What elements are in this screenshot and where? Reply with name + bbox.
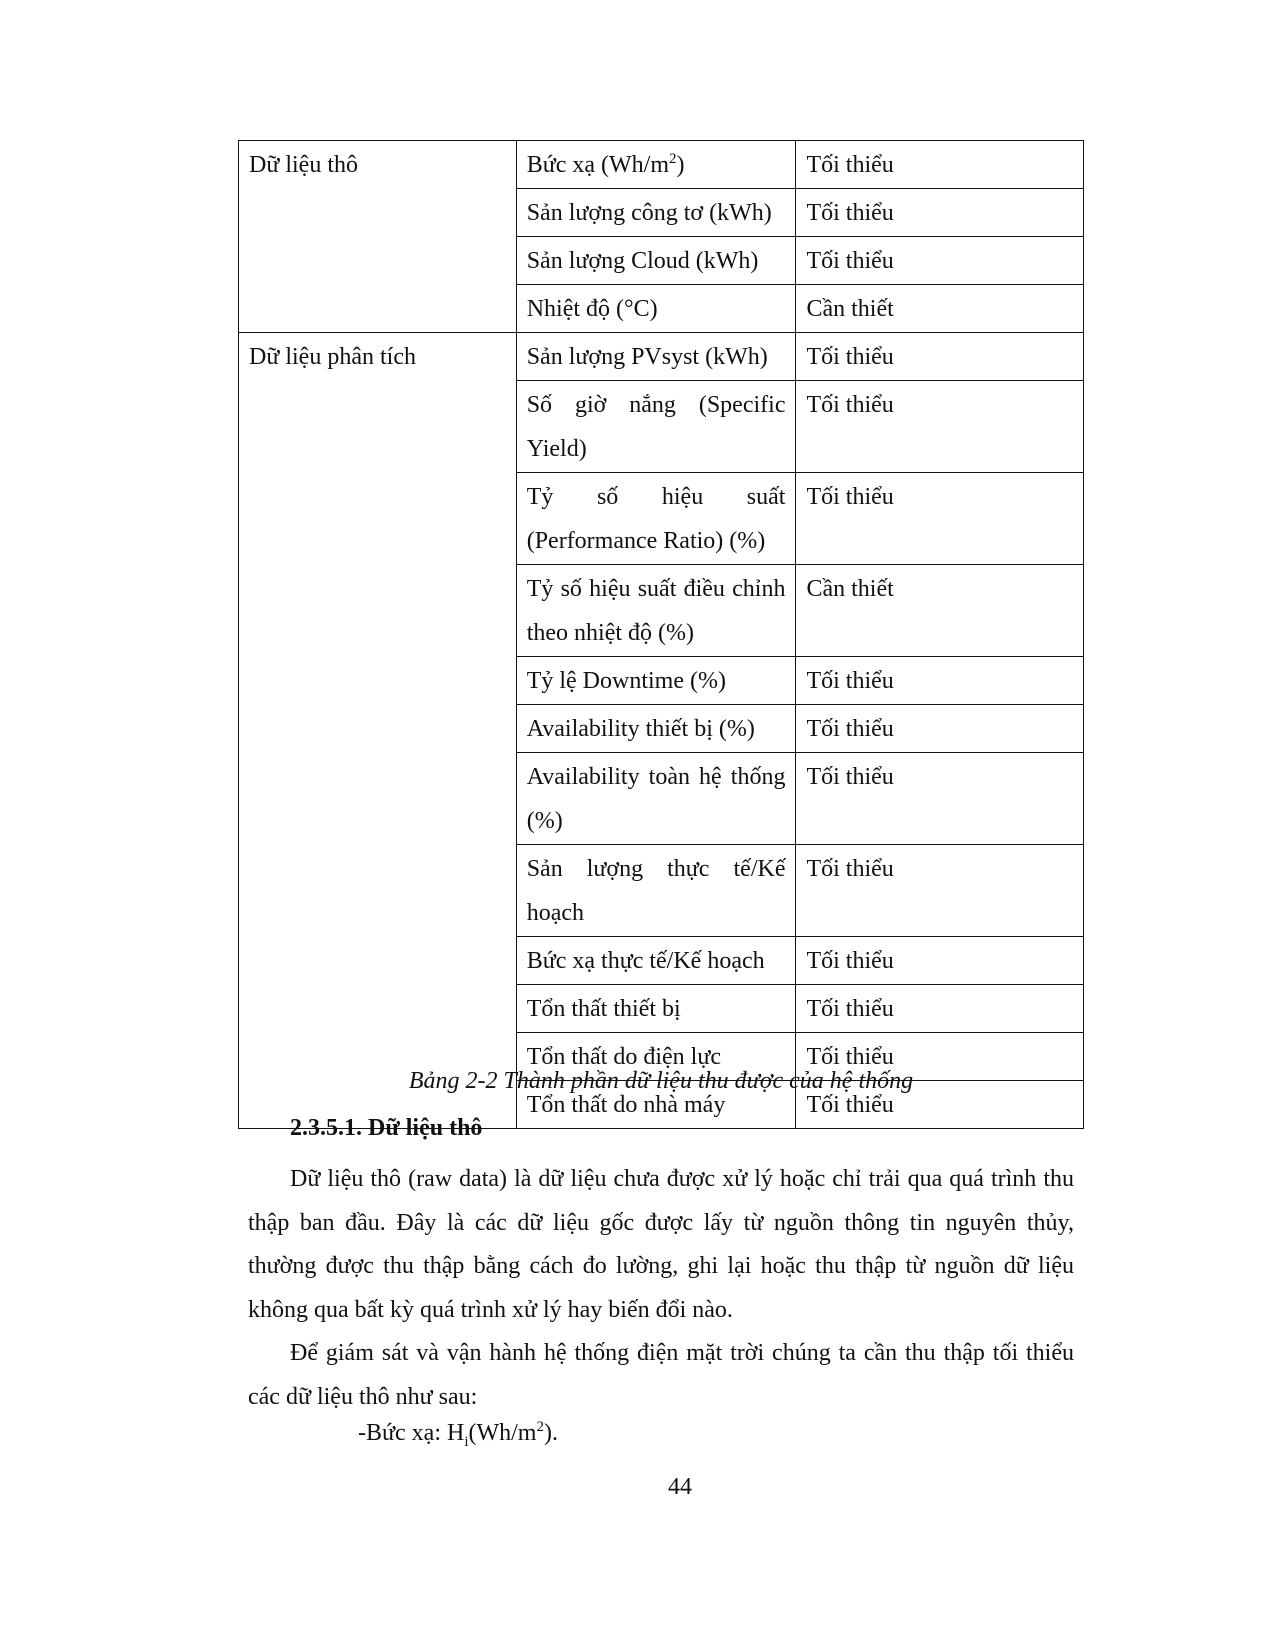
item-cell: Tổn thất do nhà máy <box>516 1081 796 1129</box>
item-cell: Sản lượng Cloud (kWh) <box>516 237 796 285</box>
level-cell: Tối thiểu <box>796 753 1084 845</box>
group-label-raw: Dữ liệu thô <box>239 141 517 333</box>
item-cell: Số giờ nắng (Specific Yield) <box>516 381 796 473</box>
level-cell: Tối thiểu <box>796 189 1084 237</box>
paragraph: Để giám sát và vận hành hệ thống điện mặt trời chúng ta cần thu thập tối thiểu các dữ liệu thô như sau: <box>248 1340 1074 1410</box>
group-label-analysis: Dữ liệu phân tích <box>239 333 517 1129</box>
item-cell: Tổn thất thiết bị <box>516 985 796 1033</box>
level-cell: Tối thiểu <box>796 1033 1084 1081</box>
item-cell: Tỷ số hiệu suất điều chỉnh theo nhiệt độ (%) <box>516 565 796 657</box>
level-cell: Tối thiểu <box>796 381 1084 473</box>
item-cell: Sản lượng công tơ (kWh) <box>516 189 796 237</box>
item-cell: Bức xạ $(Wh/m^2)$ <box>516 141 796 189</box>
item-cell: Bức xạ thực tế/Kế hoạch <box>516 937 796 985</box>
level-cell: Tối thiểu <box>796 845 1084 937</box>
level-cell: Tối thiểu <box>796 937 1084 985</box>
paragraph: Dữ liệu thô (raw data) là dữ liệu chưa được xử lý hoặc chỉ trải qua quá trình thu thập ban đầu. Đây là các dữ liệu gốc được lấy từ nguồn thông tin nguyên thủy, thường được thu thập bằng cách đo lường, ghi lại hoặc thu thập từ nguồn dữ liệu không qua bất kỳ quá trình xử lý hay biến đổi nào. <box>248 1166 1074 1323</box>
table-row <box>239 141 1084 189</box>
level-cell: Tối thiểu <box>796 657 1084 705</box>
section-heading: 2.3.5.1. Dữ liệu thô <box>290 1115 483 1141</box>
level-cell: Tối thiểu <box>796 1081 1084 1129</box>
level-cell: Tối thiểu <box>796 333 1084 381</box>
level-cell: Tối thiểu <box>796 985 1084 1033</box>
page-number: 44 <box>668 1474 692 1500</box>
table-row <box>239 333 1084 381</box>
table-caption: Bảng 2-2 Thành phần dữ liệu thu được của hệ thống <box>408 1068 914 1094</box>
item-cell: Sản lượng thực tế/Kế hoạch <box>516 845 796 937</box>
level-cell: Cần thiết <box>796 565 1084 657</box>
level-cell: Tối thiểu <box>796 237 1084 285</box>
item-cell: Availability toàn hệ thống (%) <box>516 753 796 845</box>
level-cell: Cần thiết <box>796 285 1084 333</box>
item-cell: Sản lượng PVsyst (kWh) <box>516 333 796 381</box>
item-cell: Tỷ lệ Downtime (%) <box>516 657 796 705</box>
level-cell: Tối thiểu <box>796 705 1084 753</box>
level-cell: Tối thiểu <box>796 141 1084 189</box>
item-cell: Availability thiết bị (%) <box>516 705 796 753</box>
data-components-table <box>238 140 1084 1129</box>
level-cell: Tối thiểu <box>796 473 1084 565</box>
item-cell: Tỷ số hiệu suất (Performance Ratio) (%) <box>516 473 796 565</box>
item-cell: Tổn thất do điện lực <box>516 1033 796 1081</box>
item-cell: Nhiệt độ (°C) <box>516 285 796 333</box>
bullet-item: -Bức xạ: $H_i(Wh/m^2)$. <box>358 1419 558 1450</box>
